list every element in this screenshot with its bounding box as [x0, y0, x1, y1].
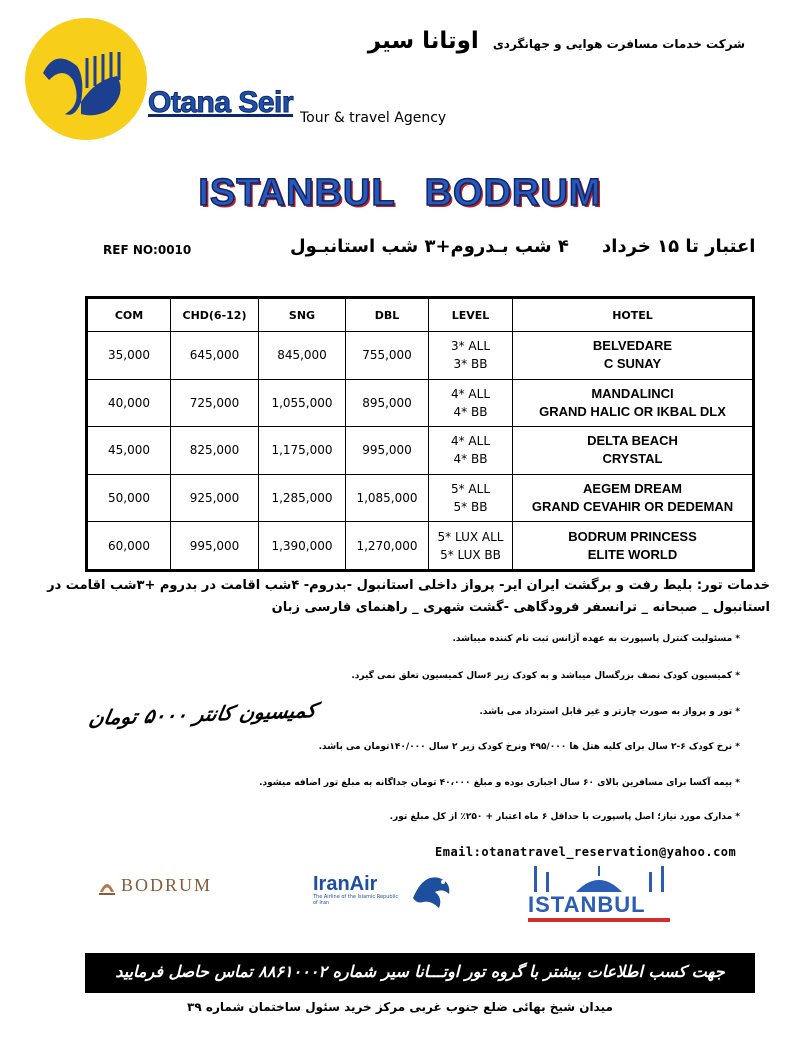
company-subtitle: شرکت خدمات مسافرت هوایی و جهانگردی: [492, 37, 745, 51]
dbl-cell: 1,085,000: [346, 474, 429, 522]
brand-name: Otana Seir: [148, 86, 294, 119]
note-item: * تور و پرواز به صورت چارتر و غیر قابل استرداد می باشد.: [479, 707, 740, 717]
hotel-cell: [513, 427, 753, 475]
sng-cell: 1,055,000: [259, 379, 346, 427]
tour-duration: ۴ شب بـدروم+۳ شب استانبـول: [290, 236, 569, 257]
counter-commission: کمیسیون کانتر ۵۰۰۰ تومان: [87, 698, 319, 730]
table-header-row: [88, 299, 753, 332]
hotel-name: C SUNAY: [603, 356, 662, 372]
table-row: [88, 332, 753, 380]
hotel-cell: [513, 474, 753, 522]
company-heading: [368, 28, 745, 54]
price-table: [85, 296, 755, 572]
chd-cell: 645,000: [171, 332, 259, 380]
level-line: 5* LUX ALL: [437, 529, 504, 544]
hotel-name: GRAND CEVAHIR OR DEDEMAN: [531, 499, 734, 515]
level-line: 5* ALL: [450, 482, 491, 497]
tour-services: خدمات تور: بلیط رفت و برگشت ایران ایر- پرواز داخلی استانبول -بدروم- ۴شب اقامت در بدروم +۳شب اقامت در استانبول _ صبحانه _ ترانسفر فرودگاهی -گشت شهری _ راهنمای فارسی زبان: [47, 578, 770, 615]
column-header-hotel: HOTEL: [513, 299, 753, 332]
level-cell: [429, 379, 513, 427]
chd-cell: 825,000: [171, 427, 259, 475]
table-row: [88, 379, 753, 427]
brand-tagline: Tour & travel Agency: [300, 110, 447, 126]
contact-phone-text: جهت کسب اطلاعات بیشتر با گروه تور اوتـــانا سیر شماره ۸۸۶۱۰۰۰۲ تماس حاصل فرمایید: [115, 962, 725, 981]
sng-cell: 1,175,000: [259, 427, 346, 475]
note-item: * بیمه آکسا برای مسافرین بالای ۶۰ سال اجباری بوده و مبلغ ۴۰،۰۰۰ تومان جداگانه به مبلغ تور اضافه میشود.: [259, 778, 740, 788]
level-cell: [429, 427, 513, 475]
level-line: 3* BB: [453, 357, 488, 372]
company-name: اوتانا سیر: [367, 28, 479, 54]
hotel-cell: [513, 332, 753, 380]
level-line: 4* BB: [453, 452, 488, 467]
level-line: 4* BB: [453, 404, 488, 419]
hotel-name: DELTA BEACH: [587, 433, 678, 449]
tour-title: ISTANBUL BODRUM: [198, 172, 602, 214]
level-line: 5* BB: [453, 500, 488, 515]
iranair-logo: [313, 868, 455, 912]
bodrum-emblem-icon: [97, 874, 117, 896]
hotel-cell: [513, 379, 753, 427]
com-cell: 35,000: [88, 332, 171, 380]
hotel-name: BODRUM PRINCESS: [568, 528, 697, 544]
column-header-dbl: DBL: [346, 299, 429, 332]
dbl-cell: 1,270,000: [346, 522, 429, 570]
contact-email: Email:otanatravel_reservation@yahoo.com: [435, 845, 737, 859]
iranair-name: IranAir: [313, 873, 378, 895]
hotel-name: CRYSTAL: [602, 451, 663, 467]
dbl-cell: 995,000: [346, 427, 429, 475]
hotel-cell: [513, 522, 753, 570]
level-cell: [429, 522, 513, 570]
dbl-cell: 755,000: [346, 332, 429, 380]
swan-logo-icon: [25, 18, 147, 140]
chd-cell: 725,000: [171, 379, 259, 427]
office-address: میدان شیخ بهائی ضلع جنوب غربی مرکز خرید سئول ساختمان شماره ۳۹: [187, 1000, 613, 1014]
com-cell: 45,000: [88, 427, 171, 475]
hotel-name: MANDALINCI: [591, 385, 674, 401]
column-header-com: COM: [88, 299, 171, 332]
reference-number: REF NO:0010: [103, 243, 192, 257]
column-header-sng: SNG: [259, 299, 346, 332]
sng-cell: 1,285,000: [259, 474, 346, 522]
chd-cell: 995,000: [171, 522, 259, 570]
hotel-name: GRAND HALIC OR IKBAL DLX: [539, 403, 726, 419]
hotel-name: ELITE WORLD: [587, 546, 678, 562]
hotel-name: AEGEM DREAM: [583, 481, 682, 497]
note-item: * مدارک مورد نیاز؛ اصل پاسپورت با حداقل ۶ ماه اعتبار + ۲۵۰٪ از کل مبلغ تور.: [389, 812, 740, 822]
note-item: * نرخ کودک ۶-۲ سال برای کلیه هتل ها ۴۹۵/۰۰۰ ونرخ کودک زیر ۲ سال ۱۴۰/۰۰۰تومان می باشد.: [318, 742, 740, 752]
hotel-name: BELVEDARE: [592, 338, 673, 354]
column-header-chd: CHD(6-12): [171, 299, 259, 332]
note-item: * کمیسیون کودک نصف بزرگسال میباشد و به کودک زیر ۶سال کمیسیون تعلق نمی گیرد.: [351, 671, 740, 681]
bodrum-logo-text: BODRUM: [121, 874, 213, 895]
homa-bird-icon: [409, 868, 455, 912]
com-cell: 50,000: [88, 474, 171, 522]
iranair-wordmark: [313, 874, 403, 906]
level-line: 4* ALL: [450, 386, 491, 401]
tour-validity: اعتبار تا ۱۵ خرداد: [602, 236, 756, 257]
com-cell: 40,000: [88, 379, 171, 427]
bodrum-logo: [97, 874, 212, 896]
chd-cell: 925,000: [171, 474, 259, 522]
iranair-tagline: The Airline of the Islamic Republic of Iran: [313, 894, 399, 906]
level-cell: [429, 474, 513, 522]
dbl-cell: 895,000: [346, 379, 429, 427]
table-row: [88, 522, 753, 570]
column-header-level: LEVEL: [429, 299, 513, 332]
table-row: [88, 474, 753, 522]
sng-cell: 845,000: [259, 332, 346, 380]
level-line: 5* LUX BB: [440, 547, 501, 562]
com-cell: 60,000: [88, 522, 171, 570]
note-item: * مسئولیت کنترل پاسپورت به عهده آژانس ثبت نام کننده میباشد.: [452, 634, 740, 644]
agency-logo: [25, 18, 147, 140]
table-row: [88, 427, 753, 475]
sng-cell: 1,390,000: [259, 522, 346, 570]
level-line: 3* ALL: [450, 339, 491, 354]
level-cell: [429, 332, 513, 380]
level-line: 4* ALL: [450, 434, 491, 449]
istanbul-logo-text: ISTANBUL: [528, 892, 646, 917]
